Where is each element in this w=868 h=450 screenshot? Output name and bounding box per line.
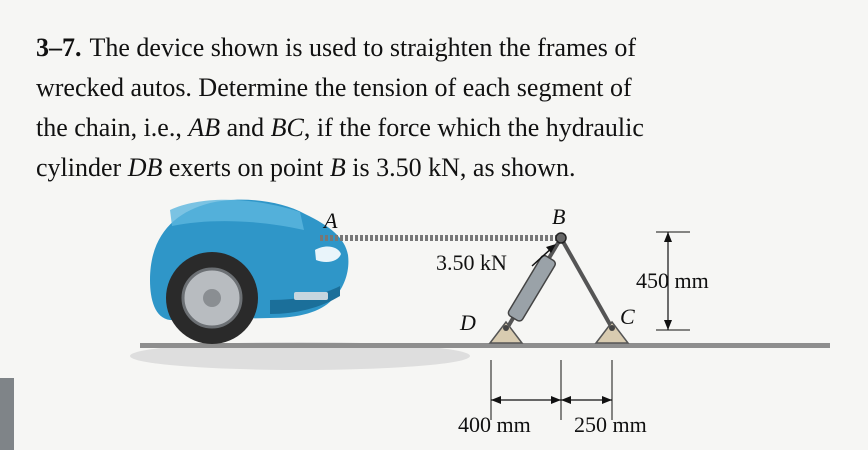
cylinder-barrel (507, 254, 557, 322)
label-dim-250: 250 mm (574, 412, 647, 437)
label-dim-400: 400 mm (458, 412, 531, 437)
label-point-a: A (324, 208, 338, 233)
dim-arrow-right-end (602, 396, 612, 404)
dim-arrow-right-start (561, 396, 571, 404)
wrecked-car (150, 200, 348, 344)
label-height: 450 mm (636, 268, 709, 293)
pin-b (556, 233, 566, 243)
label-point-b: B (552, 204, 566, 229)
ground-line (140, 343, 830, 348)
line-3-part-1: the chain, i.e., (36, 113, 189, 142)
line-4-part-3: is 3.50 kN, as shown. (345, 153, 576, 182)
height-dim-arrow-top (664, 232, 672, 242)
problem-line-2: wrecked autos. Determine the tension of each segment of (36, 73, 632, 102)
car-grille (294, 292, 328, 300)
line-4-part-1: cylinder (36, 153, 128, 182)
line-3-part-2: and (220, 113, 271, 142)
problem-number: 3–7. (36, 33, 82, 62)
label-point-d: D (460, 310, 476, 335)
segment-ab: AB (188, 113, 221, 142)
chain-segment-bc (561, 238, 612, 328)
dim-arrow-left-end (551, 396, 561, 404)
pin-d (503, 325, 509, 331)
line-3-part-3: , if the force which the hydraulic (303, 113, 644, 142)
segment-bc: BC (270, 113, 304, 142)
segment-db: DB (127, 153, 163, 182)
dim-arrow-left-start (491, 396, 501, 404)
line-1-text: The device shown is used to straighten the frames of (89, 33, 637, 62)
label-force: 3.50 kN (436, 250, 507, 275)
label-point-c: C (620, 304, 635, 329)
pin-c (609, 325, 615, 331)
wheel-hub (203, 289, 221, 307)
point-b-ref: B (329, 153, 346, 182)
height-dim-arrow-bottom (664, 320, 672, 330)
line-4-part-2: exerts on point (162, 153, 330, 182)
